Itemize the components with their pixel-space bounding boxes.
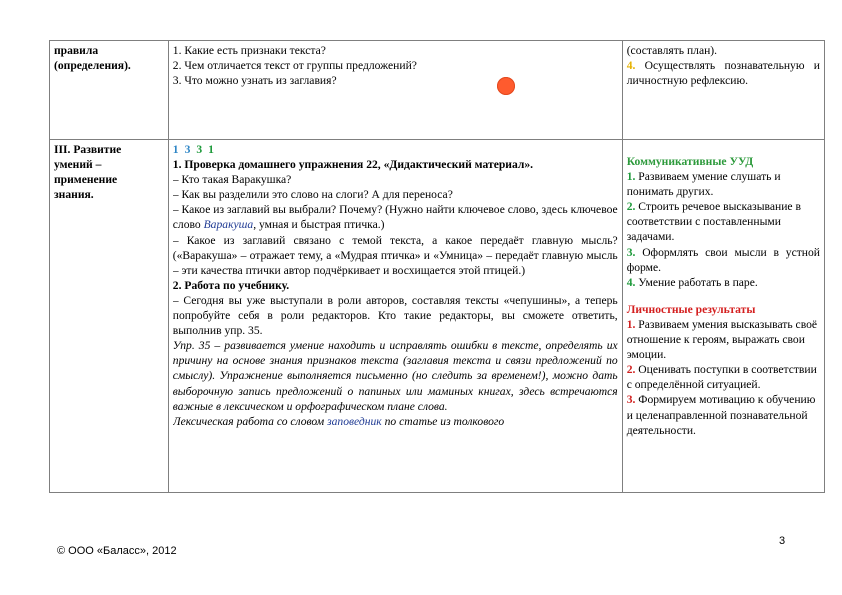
outcome-number: 2. [626, 363, 636, 377]
vocabulary-word: заповедник [327, 414, 382, 428]
outcome-item [627, 199, 820, 244]
page-number: 3 [779, 535, 786, 547]
copyright-footer: © ООО «Баласс», 2012 [57, 545, 177, 557]
question-line: – Кто такая Варакушка? [172, 173, 292, 187]
outcome-text: Оформлять свои мысли в устной форме. [626, 245, 820, 274]
personal-heading: Личностные результаты [626, 302, 756, 316]
outcome-item [627, 169, 820, 199]
question-line: 1. Какие есть признаки текста? [172, 44, 326, 57]
stage-title-line: умений – [54, 158, 102, 172]
outcome-number: 4. [626, 59, 636, 73]
content-clip [173, 142, 618, 490]
stage-text-line: (определения). [54, 59, 131, 73]
question-line: – Как вы разделили это слово на слоги? А для переноса? [172, 188, 453, 202]
table-row [50, 41, 825, 140]
outcome-item [627, 392, 820, 437]
vocabulary-text: Лексическая работа со словом [172, 414, 328, 428]
question-paragraph: – Какое из заглавий связано с темой текста, а какое передаёт главную мысль? («Варакуша» – отражает тему, а «Мудрая птичка» и «Умница» – передаёт главную мысль – эти качества птички автор подчёркивает и восхищается этой птицей.) [172, 233, 618, 277]
outcomes-cell [622, 41, 824, 140]
question-line: 2. Чем отличается текст от группы предложений? [172, 59, 417, 73]
outcome-text: Умение работать в паре. [635, 275, 758, 289]
count-green: 3 [196, 143, 203, 156]
stage-title-line: III. Развитие [54, 143, 122, 156]
communicative-heading: Коммуникативные УУД [626, 155, 754, 168]
stage-title-line: применение [54, 173, 118, 187]
table-row [50, 140, 825, 493]
outcomes-cell [622, 140, 824, 493]
question-text: – Какое из заглавий вы выбрали? Почему? (Нужно найти ключевое слово, здесь ключевое слово [172, 203, 618, 232]
vocabulary-paragraph [173, 414, 618, 429]
count-green: 1 [208, 143, 214, 156]
outcome-text: Развиваем умения высказывать своё отношение к героям, выражать свои эмоции. [626, 317, 818, 362]
outcome-item [627, 58, 820, 88]
outcome-text: Развиваем умение слушать и понимать других. [626, 170, 781, 199]
content-cell [168, 140, 622, 493]
outcome-text: Оценивать поступки в соответствии с определённой ситуацией. [626, 363, 817, 392]
outcome-number: 3. [626, 245, 636, 259]
outcome-number: 4. [626, 275, 636, 289]
vocabulary-text: по статье из толкового [381, 414, 505, 428]
outcome-item [627, 317, 820, 362]
outcome-item [627, 245, 820, 275]
difficulty-counts [173, 142, 618, 157]
question-paragraph [173, 202, 618, 232]
outcome-number: 2. [626, 200, 636, 214]
outcome-text: Осуществлять познавательную и личностную рефлексию. [626, 59, 820, 88]
task-title: 1. Проверка домашнего упражнения 22, «Дидактический материал». [172, 158, 534, 172]
stage-text-line: правила [54, 44, 99, 57]
exercise-paragraph: Упр. 35 – развивается умение находить и исправлять ошибки в тексте, определять их причину на основе знания признаков текста (заглавия текста и связи предложений по смыслу). Упражнение выполняется письменно (но следить за временем!), можно дать выборочную запись предложений о папиных или маминых книгах, здесь встречаются важные в лексическом и орфографическом плане слова. [172, 339, 618, 413]
content-cell [168, 41, 622, 140]
count-blue: 1 [172, 143, 179, 156]
question-text: , умная и быстрая птичка.) [253, 218, 385, 232]
outcome-line: (составлять план). [626, 44, 718, 57]
keyword: Варакуша [203, 218, 254, 232]
task-paragraph: – Сегодня вы уже выступали в роли авторов, составляя тексты «чепушины», а теперь попробуйте себя в роли редакторов. Кто такие редакторы, вы сможете ответить, выполнив упр. 35. [172, 293, 618, 338]
task-title: 2. Работа по учебнику. [172, 278, 290, 292]
spacer [627, 290, 820, 302]
stage-cell [50, 41, 169, 140]
outcome-text: Строить речевое высказывание в соответствии с поставленными задачами. [626, 200, 801, 244]
lesson-plan-table [49, 40, 825, 493]
outcome-text: Формируем мотивацию к обучению и целенаправленной познавательной деятельности. [626, 393, 816, 437]
count-blue: 3 [184, 143, 191, 156]
outcome-item [627, 275, 820, 290]
outcome-item [627, 362, 820, 392]
red-dot-marker [497, 77, 515, 95]
stage-title-line: знания. [54, 188, 94, 202]
question-line: 3. Что можно узнать из заглавия? [172, 74, 337, 88]
outcome-number: 1. [626, 170, 636, 184]
outcome-number: 3. [626, 393, 636, 407]
stage-cell [50, 140, 169, 493]
outcome-number: 1. [626, 317, 636, 331]
